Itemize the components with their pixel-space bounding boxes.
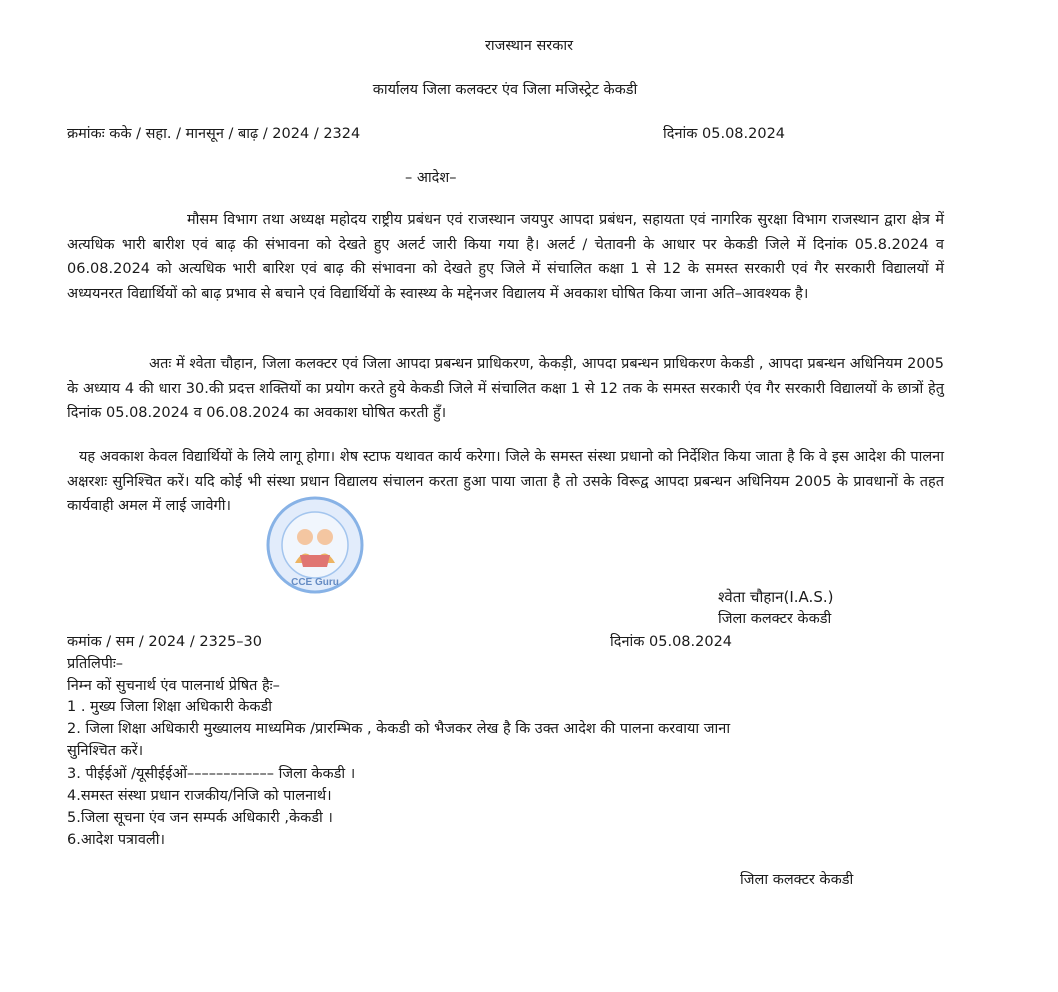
copy-to-item: 4.समस्त संस्था प्रधान राजकीय/निजि को पालनार्थ। (67, 788, 332, 804)
signature-designation: जिला कलक्टर केकडी (718, 611, 832, 627)
copy-to-item-continuation: सुनिश्चित करें। (67, 743, 144, 759)
order-paragraph-1: मौसम विभाग तथा अध्यक्ष महोदय राष्ट्रीय प्रबंधन एवं राजस्थान जयपुर आपदा प्रबंधन, सहायता एवं नागरिक सुरक्षा विभाग राजस्थान द्वारा क्षेत्र में अत्यधिक भारी बारीश एवं बाढ़ की संभावना को देखते हुए अलर्ट जारी किया गया है। अलर्ट / चेतावनी के आधार पर केकडी जिले में दिनांक 05.8.2024 व 06.08.2024 को अत्यधिक भारी बारिश एवं बाढ़ की संभावना को देखते हुए जिले में संचालित कक्षा 1 से 12 के समस्त सरकारी एवं गैर सरकारी विद्यालयों में अध्ययनरत विद्यार्थियों को बाढ़ प्रभाव से बचाने एवं विद्यार्थियों के स्वास्थ्य के मद्देनजर विद्यालय में अवकाश घोषित किया जाना अति–आवश्यक है। (67, 212, 944, 302)
order-paragraph-2: अतः में श्वेता चौहान, जिला कलक्टर एवं जिला आपदा प्रबन्धन प्राधिकरण, केकड़ी, आपदा प्रबन्धन प्राधिकरण केकडी , आपदा प्रबन्धन अधिनियम 2005 के अध्याय 4 की धारा 30.की प्रदत्त शक्तियों का प्रयोग करते हुये केकडी जिले में संचालित कक्षा 1 से 12 तक के समस्त सरकारी एंव गैर सरकारी विद्यालयों के छात्रों हेतु दिनांक 05.08.2024 व 06.08.2024 का अवकाश घोषित करती हुँ। (67, 356, 944, 421)
copy-reference-number: कमांक / सम / 2024 / 2325–30 (67, 634, 262, 650)
copy-to-heading: प्रतिलिपीः– (67, 656, 124, 672)
reference-number: क्रमांकः कके / सहा. / मानसून / बाढ़ / 2024 / 2324 (67, 126, 361, 142)
copy-to-item: 1 . मुख्य जिला शिक्षा अधिकारी केकडी (67, 699, 273, 715)
copy-to-item: 6.आदेश पत्रावली। (67, 832, 165, 848)
copy-reference-date: दिनांक 05.08.2024 (610, 634, 733, 650)
copy-to-item: 2. जिला शिक्षा अधिकारी मुख्यालय माध्यमिक /प्रारम्भिक , केकडी को भैजकर लेख है कि उक्त आदेश की पालना करवाया जाना (67, 721, 731, 737)
copy-to-item: 5.जिला सूचना एंव जन सम्पर्क अधिकारी ,केकडी । (67, 810, 333, 826)
copy-to-intro: निम्न कों सुचनार्थ एंव पालनार्थ प्रेषित हैः– (67, 678, 280, 694)
order-paragraph-3: यह अवकाश केवल विद्यार्थियों के लिये लागू होगा। शेष स्टाफ यथावत कार्य करेगा। जिले के समस्त संस्था प्रधानो को निर्देशित किया जाता है कि वे इस आदेश की पालना अक्षरशः सुनिश्चित करें। यदि कोई भी संस्था प्रधान विद्यालय संचालन करता हुआ पाया जाता है तो उसके विरूद्व आपदा प्रबन्धन अधिनियम 2005 के प्रावधानों के तहत कार्यवाही अमल में लाई जावेगी। (67, 449, 944, 514)
footer-designation: जिला कलक्टर केकडी (740, 872, 854, 888)
order-heading: – आदेश– (405, 170, 457, 186)
cce-guru-watermark-logo (265, 495, 365, 595)
signature-name: श्वेता चौहान(I.A.S.) (718, 588, 834, 606)
copy-to-item: 3. पीईईओं /यूसीईईओं–––––––––––– जिला केकडी । (67, 766, 356, 782)
government-title: राजस्थान सरकार (484, 38, 574, 54)
reference-date: दिनांक 05.08.2024 (663, 126, 786, 142)
watermark-text: CCE Guru (291, 577, 339, 588)
office-title: कार्यालय जिला कलक्टर एंव जिला मजिस्ट्रेट केकडी (372, 82, 638, 98)
